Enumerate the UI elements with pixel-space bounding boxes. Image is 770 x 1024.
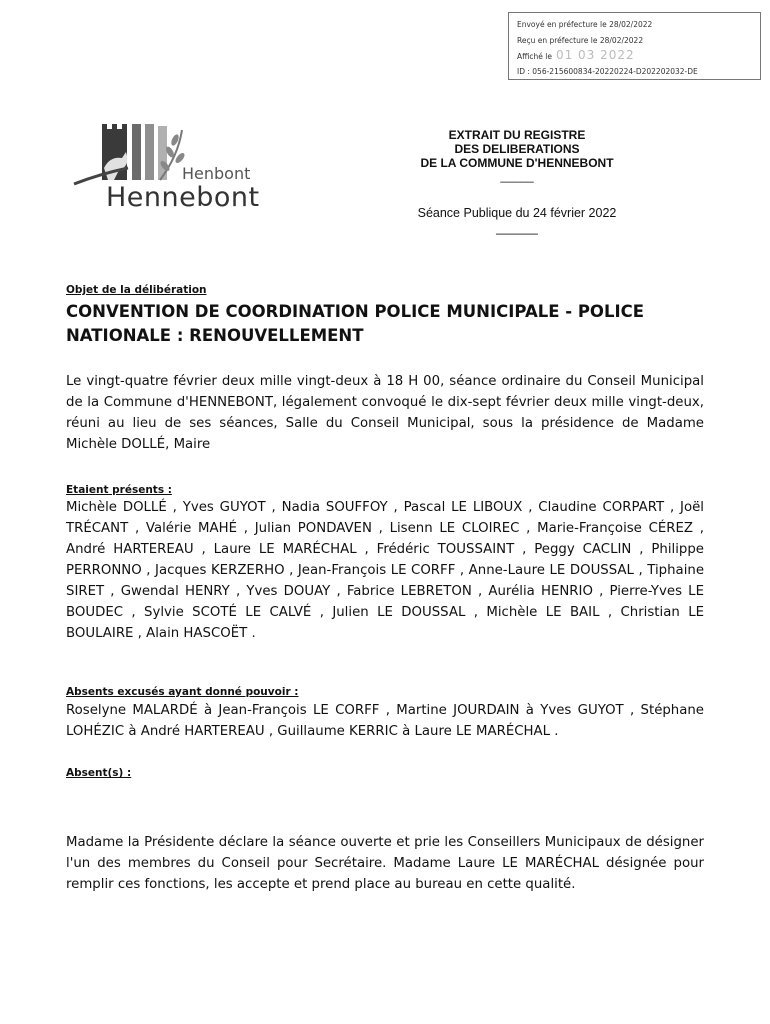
- deliberation-title: CONVENTION DE COORDINATION POLICE MUNICIPALE - POLICE NATIONALE : RENOUVELLEMENT: [66, 302, 644, 345]
- stamp-received: Reçu en préfecture le 28/02/2022: [517, 35, 644, 45]
- opening-paragraph: Madame la Présidente déclare la séance ouverte et prie les Conseillers Municipaux de désigner l'un des membres du Conseil pour Secrétaire. Madame Laure LE MARÉCHAL désignée pour remplir ces fonctions, les accepte et prend place au bureau en cette qualité.: [66, 835, 704, 892]
- excuses-section: [66, 686, 704, 742]
- hennebont-logo: [70, 118, 280, 218]
- stamp-posted: [517, 48, 752, 64]
- register-heading: [392, 128, 642, 182]
- intro-paragraph: Le vingt-quatre février deux mille vingt-deux à 18 H 00, séance ordinaire du Conseil Municipal de la Commune d'HENNEBONT, légalement convoqué le dix-sept février deux mille vingt-deux, réuni au lieu de ses séances, Salle du Conseil Municipal, sous la présidence de Madame Michèle DOLLÉ, Maire: [66, 374, 704, 452]
- objet-label: Objet de la délibération: [66, 284, 207, 296]
- stamp-sent: Envoyé en préfecture le 28/02/2022: [517, 20, 653, 29]
- excuses-label: Absents excusés ayant donné pouvoir :: [66, 686, 299, 698]
- logo-subtitle: Henbont: [182, 164, 251, 183]
- stamp-posted-date: 01 03 2022: [555, 48, 635, 62]
- presents-label: Etaient présents :: [66, 484, 172, 496]
- absents-label: Absent(s) :: [66, 767, 132, 779]
- stamp-id: ID : 056-215600834-20220224-D202202032-DE: [517, 66, 698, 76]
- absents-section: [66, 767, 704, 779]
- session-block: [392, 206, 642, 234]
- presents-section: [66, 484, 704, 644]
- register-separator: _____: [500, 169, 534, 183]
- register-line-2: DES DELIBERATIONS: [454, 142, 580, 156]
- prefecture-stamp: [508, 12, 761, 80]
- session-date: Séance Publique du 24 février 2022: [417, 206, 617, 220]
- register-line-1: EXTRAIT DU REGISTRE: [448, 128, 586, 142]
- logo-title: Hennebont: [106, 182, 260, 213]
- stamp-posted-label: Affiché le: [517, 52, 552, 61]
- register-line-3: DE LA COMMUNE D'HENNEBONT: [420, 156, 614, 170]
- session-separator: ______: [496, 221, 538, 235]
- excuses-list: Roselyne MALARDÉ à Jean-François LE CORFF , Martine JOURDAIN à Yves GUYOT , Stéphane LOHÉZIC à André HARTEREAU , Guillaume KERRIC à Laure LE MARÉCHAL .: [66, 703, 704, 739]
- presents-list: Michèle DOLLÉ , Yves GUYOT , Nadia SOUFFOY , Pascal LE LIBOUX , Claudine CORPART , Joël TRÉCANT , Valérie MAHÉ , Julian PONDAVEN , Lisenn LE CLOIREC , Marie-Françoise CÉREZ , André HARTEREAU , Laure LE MARÉCHAL , Frédéric TOUSSAINT , Peggy CACLIN , Philippe PERRONNO , Jacques KERZERHO , Jean-François LE CORFF , Anne-Laure LE DOUSSAL , Tiphaine SIRET , Gwendal HENRY , Yves DOUAY , Fabrice LEBRETON , Aurélia HENRIO , Pierre-Yves LE BOUDEC , Sylvie SCOTÉ LE CALVÉ , Julien LE DOUSSAL , Michèle LE BAIL , Christian LE BOULAIRE , Alain HASCOËT .: [66, 500, 704, 641]
- objet-section: [66, 284, 704, 348]
